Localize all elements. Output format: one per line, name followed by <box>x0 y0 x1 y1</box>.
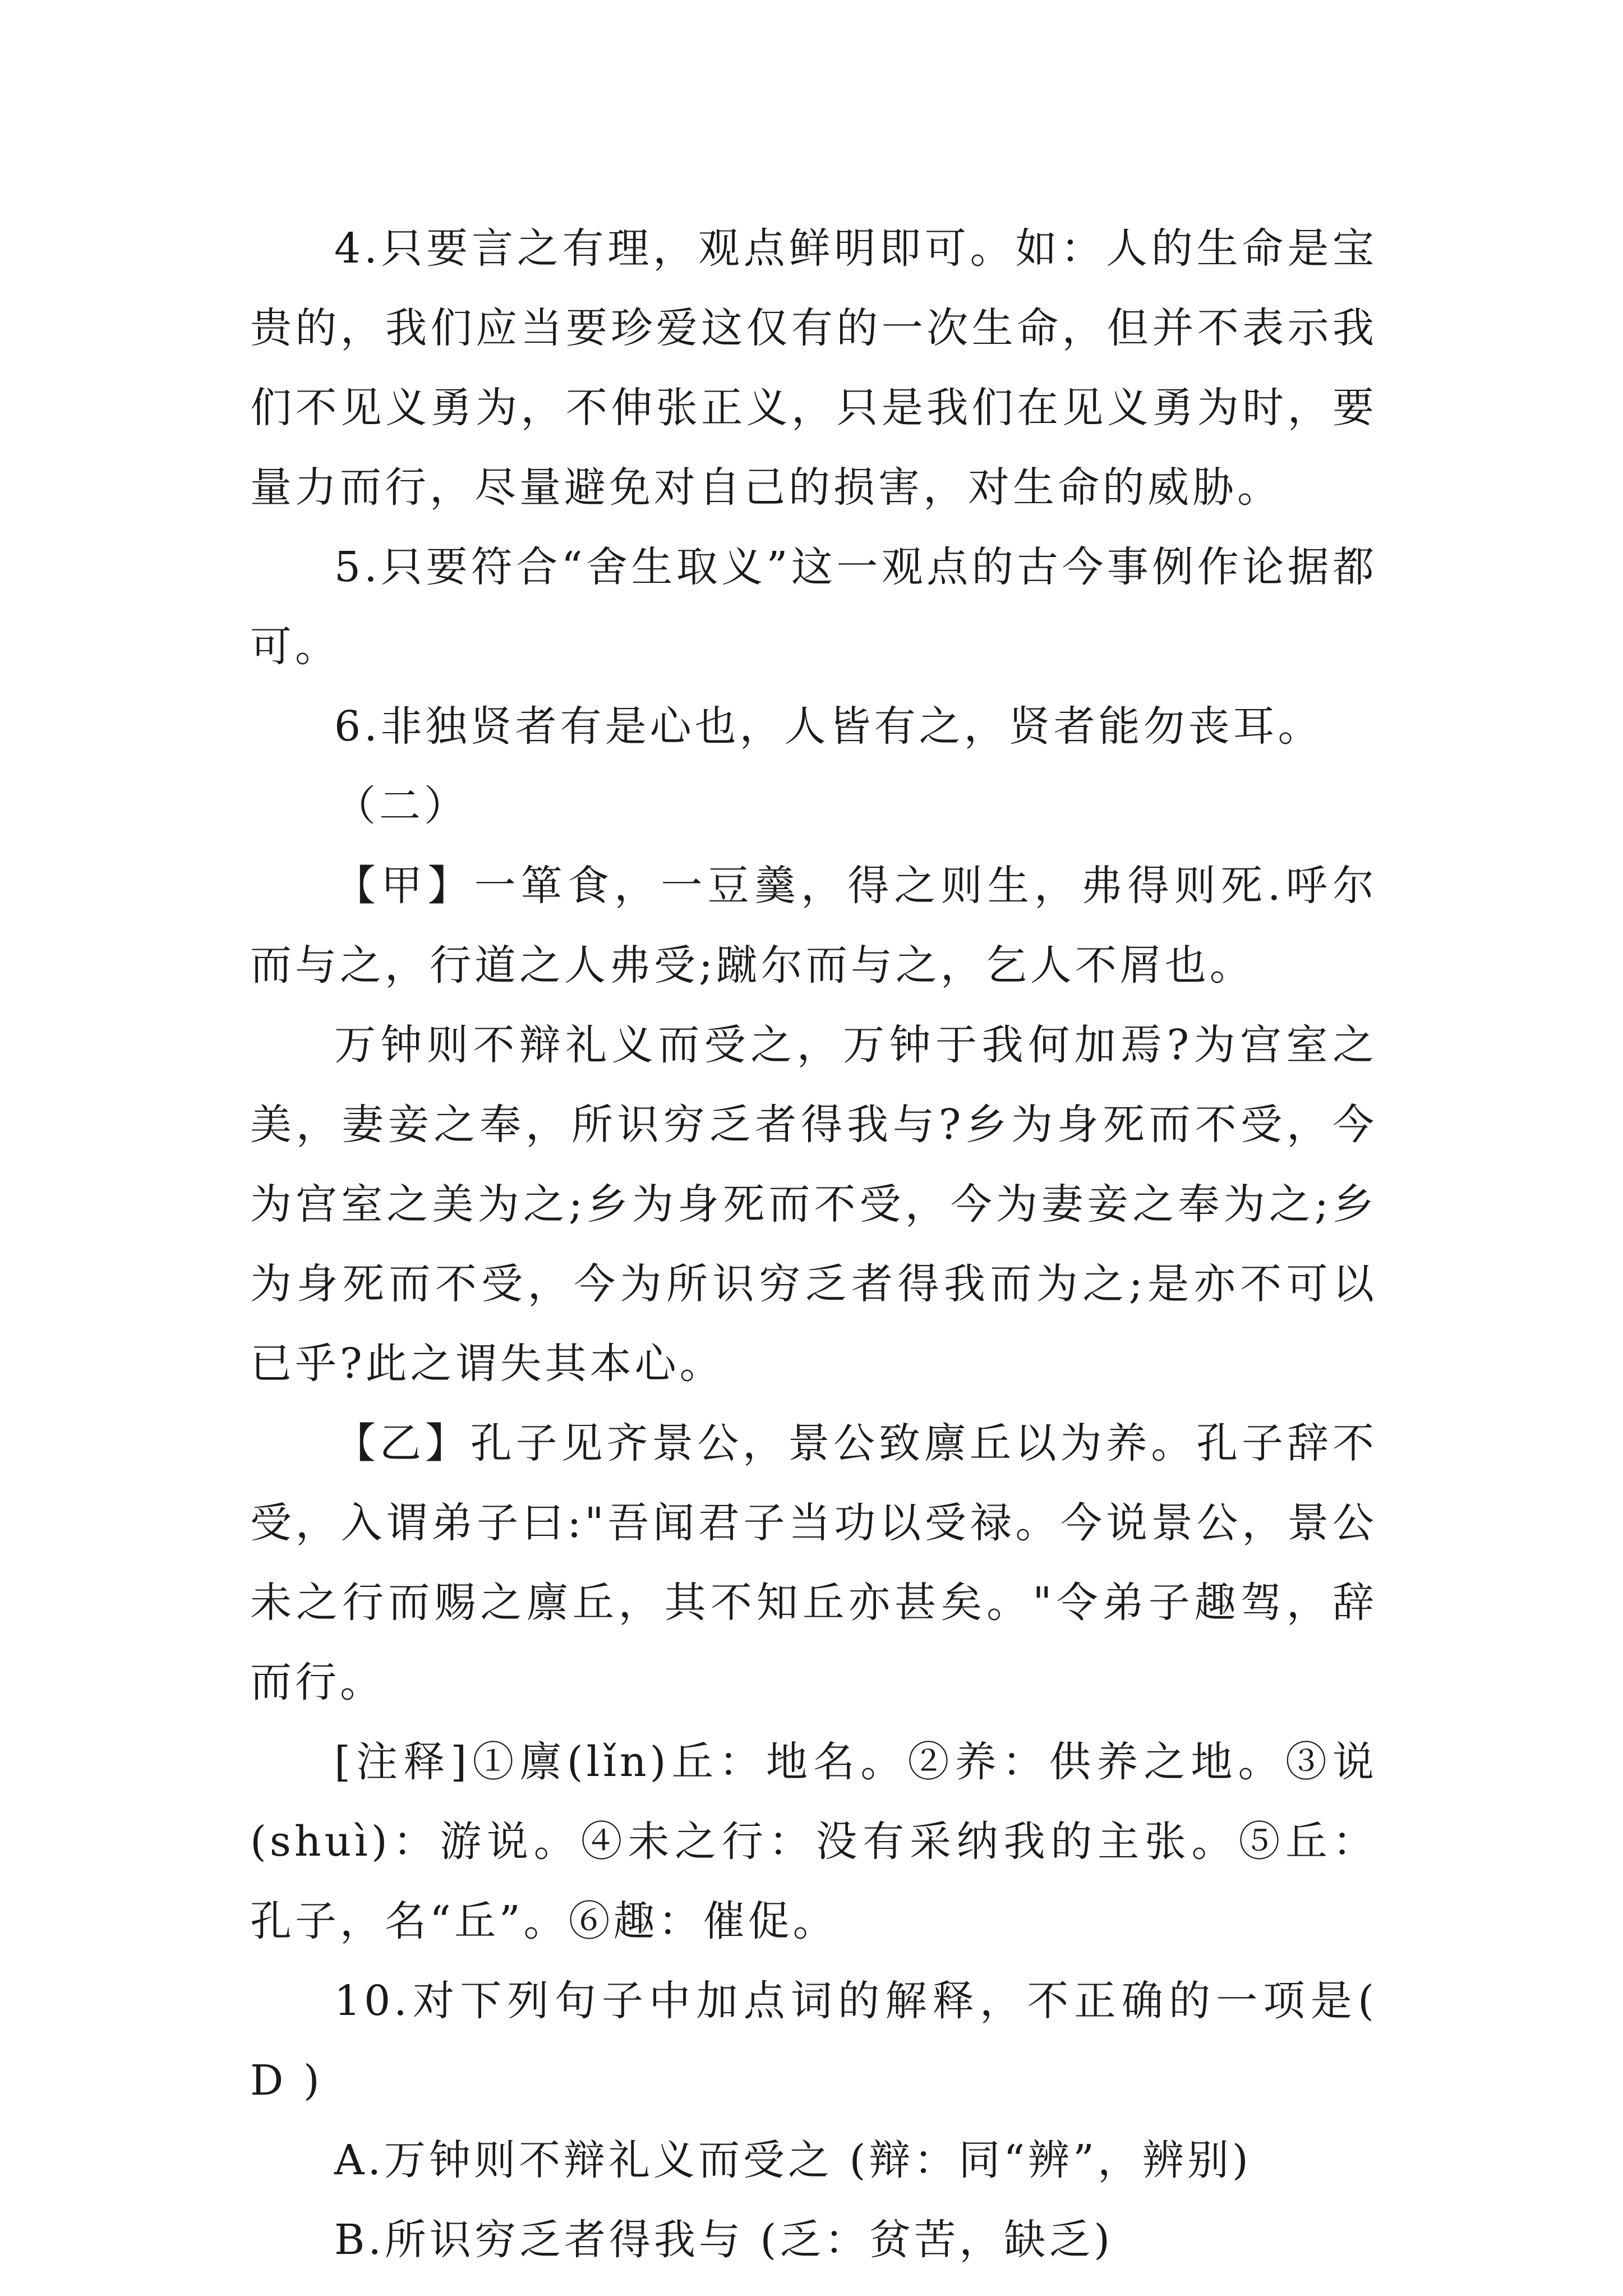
answer-6-paragraph: 6.非独贤者有是心也，人皆有之，贤者能勿丧耳。 <box>334 702 1323 751</box>
passage-jia-paragraph: 【甲】一箪食，一豆羹，得之则生，弗得则死.呼尔而与之，行道之人弗受;蹴尔而与之，乞人不屑也。 <box>250 862 1377 990</box>
section-heading: （二） <box>334 782 469 830</box>
option-a-paragraph: A.万钟则不辩礼义而受之 (辩：同“辨”，辨别) <box>334 2136 1252 2184</box>
document-body <box>250 209 1377 2280</box>
question-10-paragraph: 10.对下列句子中加点词的解释，不正确的一项是( D ) <box>250 1977 1377 2105</box>
answer-5-paragraph: 5.只要符合“舍生取义”这一观点的古今事例作论据都可。 <box>250 543 1377 671</box>
option-b-paragraph: B.所识穷乏者得我与 (乏：贫苦，缺乏) <box>334 2216 1114 2264</box>
answer-4-paragraph: 4.只要言之有理，观点鲜明即可。如：人的生命是宝贵的，我们应当要珍爱这仅有的一次生命，但并不表示我们不见义勇为，不伸张正义，只是我们在见义勇为时，要量力而行，尽量避免对自己的损害，对生命的威胁。 <box>250 224 1377 512</box>
passage-jia-continued-paragraph: 万钟则不辩礼义而受之，万钟于我何加焉?为宫室之美，妻妾之奉，所识穷乏者得我与?乡为身死而不受，今为宫室之美为之;乡为身死而不受，今为妻妾之奉为之;乡为身死而不受，今为所识穷乏者得我而为之;是亦不可以已乎?此之谓失其本心。 <box>250 1021 1377 1388</box>
annotation-paragraph: [注释]①廪(lǐn)丘：地名。②养：供养之地。③说(shuì)：游说。④未之行：没有采纳我的主张。⑤丘：孔子，名“丘”。⑥趣：催促。 <box>250 1738 1377 1945</box>
passage-yi-paragraph: 【乙】孔子见齐景公，景公致廪丘以为养。孔子辞不受，入谓弟子曰:"吾闻君子当功以受禄。今说景公，景公未之行而赐之廪丘，其不知丘亦甚矣。"令弟子趣驾，辞而行。 <box>250 1419 1377 1706</box>
